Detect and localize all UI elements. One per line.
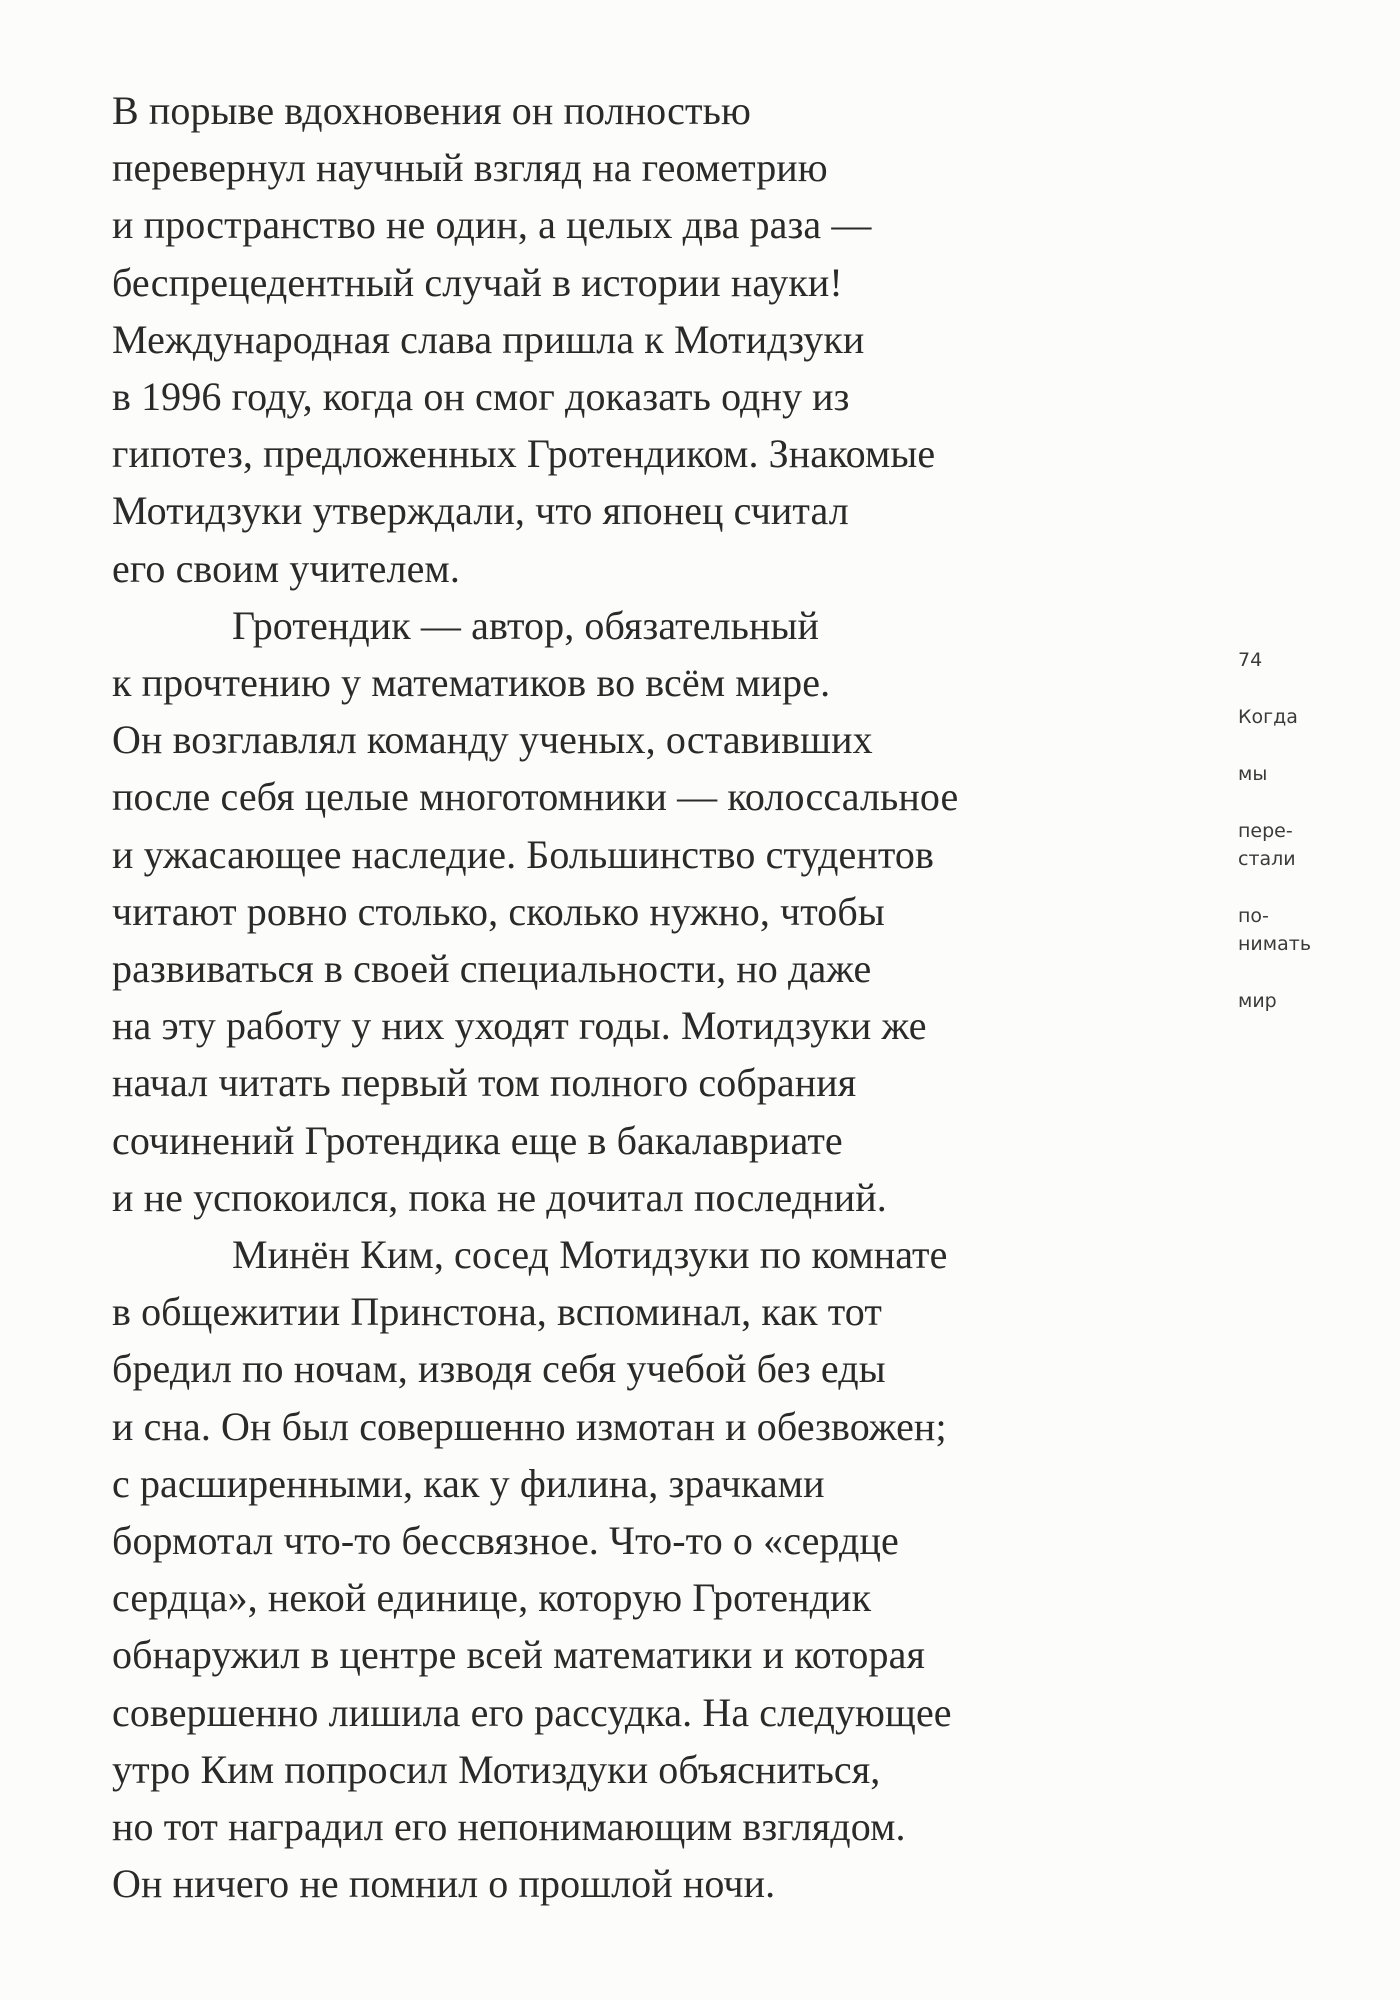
text-line: Он ничего не помнил о прошлой ночи. bbox=[112, 1861, 776, 1907]
text-line: бормотал что-то бессвязное. Что-то о «сердце bbox=[112, 1518, 899, 1564]
text-line: к прочтению у математиков во всём мире. bbox=[112, 660, 831, 706]
text-line: беспрецедентный случай в истории науки! bbox=[112, 259, 843, 305]
page-number: 74 bbox=[1238, 649, 1263, 671]
running-head-fragment: мы bbox=[1238, 763, 1268, 785]
text-line: обнаружил в центре всей математики и которая bbox=[112, 1632, 925, 1678]
text-line: В порыве вдохновения он полностью bbox=[112, 88, 751, 133]
text-line: развиваться в своей специальности, но даже bbox=[112, 946, 872, 992]
text-line: читают ровно столько, сколько нужно, чтобы bbox=[112, 888, 885, 934]
text-line: на эту работу у них уходят годы. Мотидзуки же bbox=[112, 1003, 927, 1049]
text-line: перевернул научный взгляд на геометрию bbox=[112, 145, 828, 191]
text-line: бредил по ночам, изводя себя учебой без еды bbox=[112, 1346, 886, 1392]
running-head-fragment: по- bbox=[1238, 905, 1269, 927]
running-head-fragment: Когда bbox=[1238, 706, 1298, 728]
text-line: Гротендик — автор, обязательный bbox=[232, 602, 820, 648]
running-head-word bbox=[1238, 703, 1358, 731]
text-line: и ужасающее наследие. Большинство студентов bbox=[112, 831, 935, 877]
running-head-fragment: пере- bbox=[1238, 820, 1293, 842]
body-text bbox=[112, 82, 1142, 1913]
running-head-word bbox=[1238, 902, 1358, 958]
text-line: совершенно лишила его рассудка. На следующее bbox=[112, 1689, 952, 1735]
running-head bbox=[1238, 703, 1358, 1015]
text-line: и сна. Он был совершенно измотан и обезвожен; bbox=[112, 1403, 947, 1449]
text-line: с расширенными, как у филина, зрачками bbox=[112, 1460, 825, 1506]
text-line: в общежитии Принстона, вспоминал, как тот bbox=[112, 1289, 882, 1335]
running-head-fragment: стали bbox=[1238, 848, 1296, 870]
text-line: Минён Ким, сосед Мотидзуки по комнате bbox=[232, 1232, 948, 1278]
running-head-word bbox=[1238, 817, 1358, 873]
running-head-word bbox=[1238, 760, 1358, 788]
text-line: сочинений Гротендика еще в бакалавриате bbox=[112, 1117, 843, 1163]
text-line: Мотидзуки утверждали, что японец считал bbox=[112, 488, 849, 534]
margin-column bbox=[1238, 646, 1358, 1044]
text-line: и пространство не один, а целых два раза — bbox=[112, 202, 872, 248]
text-line: Он возглавлял команду ученых, оставивших bbox=[112, 717, 873, 763]
running-head-fragment: нимать bbox=[1238, 933, 1312, 955]
text-line: после себя целые многотомники — колоссальное bbox=[112, 774, 959, 820]
text-line: гипотез, предложенных Гротендиком. Знакомые bbox=[112, 431, 936, 477]
text-line: утро Ким попросил Мотиздуки объясниться, bbox=[112, 1746, 881, 1792]
text-line: его своим учителем. bbox=[112, 545, 460, 591]
text-line: сердца», некой единице, которую Гротендик bbox=[112, 1575, 872, 1621]
text-line: и не успокоился, пока не дочитал последний. bbox=[112, 1174, 887, 1220]
running-head-word bbox=[1238, 987, 1358, 1015]
text-line: но тот наградил его непонимающим взглядом. bbox=[112, 1804, 906, 1850]
text-line: Международная слава пришла к Мотидзуки bbox=[112, 316, 865, 362]
text-line: в 1996 году, когда он смог доказать одну из bbox=[112, 374, 850, 420]
text-line: начал читать первый том полного собрания bbox=[112, 1060, 857, 1106]
running-head-fragment: мир bbox=[1238, 990, 1277, 1012]
